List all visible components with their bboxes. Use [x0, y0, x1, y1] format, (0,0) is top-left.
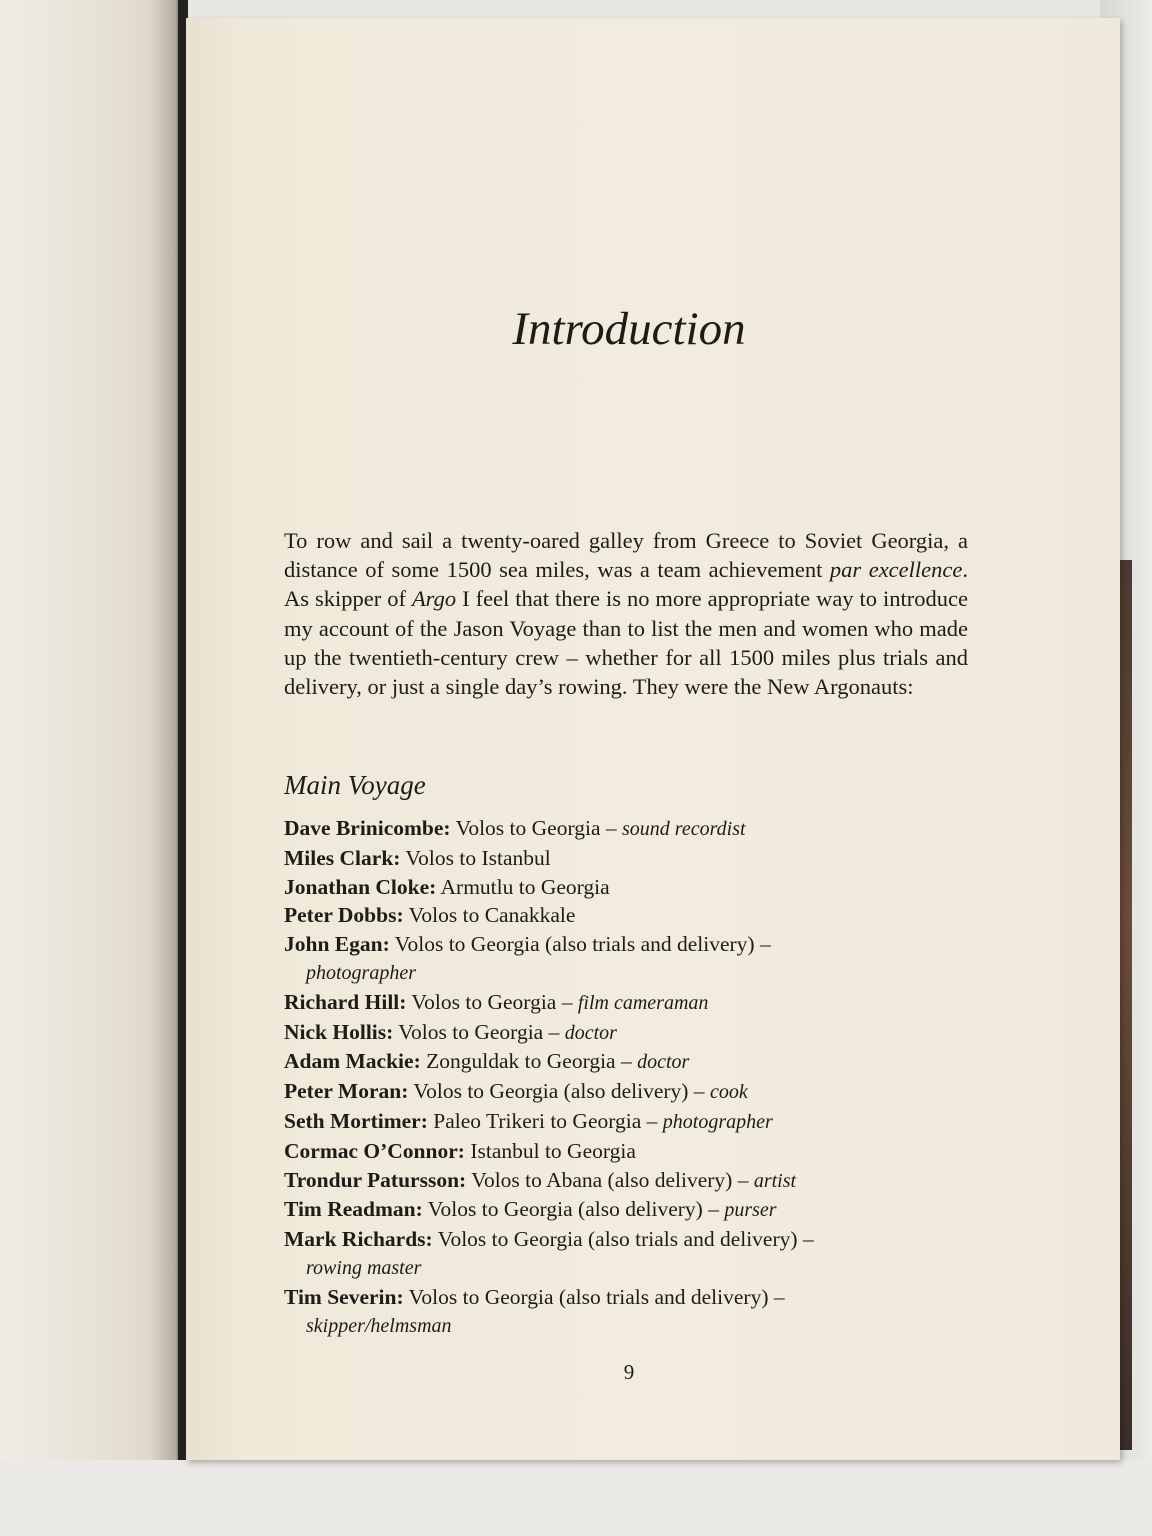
crew-route: Volos to Georgia (also delivery) –	[422, 1197, 725, 1222]
crew-route: Volos to Georgia –	[406, 989, 578, 1014]
crew-entry	[284, 930, 984, 988]
crew-name: Richard Hill:	[284, 989, 407, 1014]
crew-route: Volos to Abana (also delivery) –	[466, 1167, 754, 1192]
crew-route: Volos to Georgia (also trials and delivery) –	[389, 932, 771, 957]
crew-route: Paleo Trikeri to Georgia –	[427, 1108, 663, 1133]
crew-entry	[284, 1166, 984, 1196]
crew-entry	[284, 988, 984, 1018]
crew-name: Mark Richards:	[284, 1227, 433, 1252]
crew-entry	[284, 1137, 984, 1166]
crew-name: Tim Severin:	[284, 1284, 404, 1309]
crew-entry	[284, 1077, 984, 1107]
crew-name: Adam Mackie:	[284, 1049, 421, 1074]
crew-role: artist	[753, 1169, 797, 1192]
crew-role: photographer	[306, 961, 416, 984]
page-number: 9	[623, 1360, 635, 1384]
crew-name: Jonathan Cloke:	[284, 874, 437, 899]
crew-name: Peter Moran:	[284, 1079, 409, 1104]
crew-role: rowing master	[306, 1256, 422, 1279]
intro-text-mid: . As skipper of	[284, 557, 968, 612]
crew-name: John Egan:	[284, 932, 390, 957]
crew-name: Nick Hollis:	[284, 1019, 394, 1044]
crew-route: Volos to Georgia (also delivery) –	[408, 1079, 710, 1104]
crew-role: photographer	[662, 1110, 773, 1133]
crew-route: Armutlu to Georgia	[436, 874, 610, 899]
crew-entry	[284, 873, 984, 902]
crew-role: film cameraman	[577, 991, 709, 1014]
crew-list	[284, 814, 984, 1340]
crew-route: Volos to Georgia –	[450, 816, 623, 840]
crew-entry	[284, 901, 984, 930]
crew-route: Volos to Canakkale	[403, 903, 576, 928]
crew-route: Volos to Istanbul	[400, 845, 551, 870]
crew-entry	[284, 1283, 984, 1341]
crew-name: Cormac O’Connor:	[284, 1138, 465, 1163]
intro-text-end: I feel that there is no more appropriate way to introduce my account of the Jason Voyage than to list the men and women who made up the twentieth-century crew – whether for all 1500 miles plus trials and delivery, or just a single day’s rowing. They were the New Argonauts:	[284, 586, 968, 700]
crew-name: Seth Mortimer:	[284, 1108, 428, 1133]
crew-entry	[284, 1225, 984, 1283]
crew-role: skipper/helmsman	[306, 1314, 452, 1337]
section-heading-main-voyage: Main Voyage	[284, 770, 426, 800]
crew-role: doctor	[637, 1051, 690, 1074]
crew-role: doctor	[564, 1021, 617, 1044]
crew-entry	[284, 1018, 984, 1048]
crew-entry	[284, 844, 984, 873]
crew-name: Miles Clark:	[284, 845, 401, 870]
crew-route: Volos to Georgia (also trials and delivery) –	[432, 1227, 814, 1252]
intro-italic-par-excellence: par excellence	[829, 557, 963, 583]
crew-route: Volos to Georgia –	[393, 1019, 565, 1044]
intro-italic-argo: Argo	[411, 586, 457, 612]
crew-entry	[284, 1107, 984, 1137]
crew-name: Tim Readman:	[284, 1197, 423, 1222]
crew-name: Trondur Patursson:	[284, 1167, 467, 1192]
crew-route: Zonguldak to Georgia –	[420, 1049, 638, 1074]
page-title: Introduction	[512, 303, 746, 355]
crew-route: Istanbul to Georgia	[464, 1138, 636, 1163]
crew-role: purser	[724, 1199, 777, 1222]
crew-role: cook	[709, 1081, 748, 1104]
crew-entry	[284, 1195, 984, 1225]
crew-entry	[284, 814, 984, 844]
intro-paragraph	[284, 526, 968, 701]
crew-name: Peter Dobbs:	[284, 903, 404, 928]
intro-text-start: To row and sail a twenty-oared galley from Greece to Soviet Georgia, a distance of some 1500 sea miles, was a team achievement	[284, 528, 968, 583]
crew-route: Volos to Georgia (also trials and delivery) –	[403, 1284, 785, 1309]
crew-name: Dave Brinicombe:	[284, 816, 451, 840]
crew-entry	[284, 1047, 984, 1077]
background-bottom	[0, 1460, 1152, 1536]
crew-role: sound recordist	[622, 818, 746, 840]
